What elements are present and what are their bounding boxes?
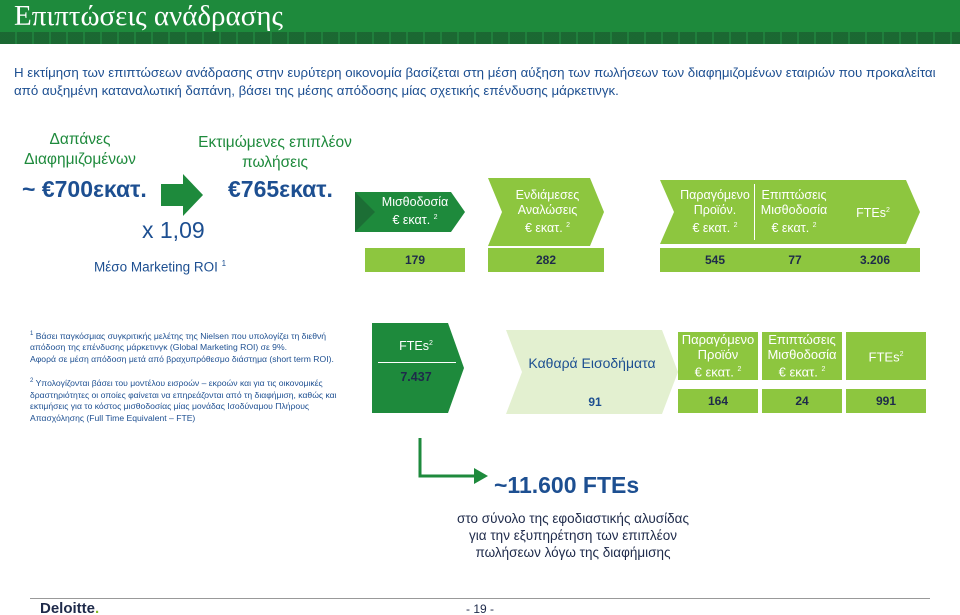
- merge-arrow-icon: [410, 438, 490, 518]
- title-stripe: [0, 32, 960, 44]
- bottom-value-ftes: 991: [846, 389, 926, 413]
- salaries-box: Μισθοδοσία € εκατ. $^2$: [381, 195, 449, 228]
- title-band: [0, 0, 960, 44]
- total-ftes: ~11.600 FTEs: [494, 472, 640, 498]
- bottom-ftes-r-box: FTEs$^2$: [846, 332, 926, 380]
- deloitte-logo: Deloitte.: [40, 600, 100, 615]
- right-arrow-icon: [157, 170, 207, 220]
- top-value-salaries: 179: [365, 248, 465, 272]
- top-ftes-box: FTEs$^2$: [856, 206, 890, 221]
- intermediate-box: Ενδιάμεσες Αναλώσεις € εκατ. $^2$: [515, 187, 580, 236]
- bottom-value-net: 91: [588, 395, 602, 409]
- top-value-intermediate: 282: [488, 248, 604, 272]
- total-ftes-caption: στο σύνολο της εφοδιαστικής αλυσίδας για την εξυπηρέτηση των επιπλέον πωλήσεων λόγω της διαφήμισης: [457, 511, 689, 560]
- top-product-box: Παραγόμενο Προϊόν. € εκατ. $^2$: [680, 187, 750, 236]
- net-income-label: Καθαρά Εισοδήματα: [528, 354, 656, 371]
- bottom-ftes-divider: [378, 362, 456, 363]
- page-title: Επιπτώσεις ανάδρασης: [14, 0, 284, 32]
- bottom-value-impact: 24: [762, 389, 842, 413]
- top-value-impact: 77: [788, 253, 802, 267]
- bottom-product-box: Παραγόμενο Προϊόν € εκατ. $^2$: [678, 332, 758, 380]
- top-value-product: 545: [704, 253, 726, 267]
- additional-sales-label: Εκτιμώμενες επιπλέον πωλήσεις: [198, 134, 352, 171]
- top-impact-box: Επιπτώσεις Μισθοδοσία € εκατ. $^2$: [760, 187, 828, 236]
- footnote-2: $^2$ Υπολογίζονται βάσει του μοντέλου εισροών – εκροών και για τις οικονομικές δραστηριότητες οι οποίες φαίνεται να επηρεάζονται από τη διαφήμιση, καθώς και εκτιμήσεις για το κόστος μισθοδοσίας μίας μονάδας Ισοδύναμου Πλήρους Απασχόλησης (Full Time Equivalent – FTE): [30, 378, 337, 423]
- bottom-ftes-value: 7.437: [400, 369, 432, 384]
- footer-rule: [30, 598, 930, 599]
- footnotes: [30, 329, 360, 435]
- average-roi-label: Μέσο Marketing ROI $^1$: [94, 259, 227, 275]
- top-value-ftes: 3.206: [859, 253, 891, 267]
- bottom-impact-box: Επιπτώσεις Μισθοδοσία € εκατ. $^2$: [762, 332, 842, 380]
- top-divider: [754, 184, 755, 240]
- footnote-1: $^1$ Βάσει παγκόσμιας συγκριτικής μελέτης της Nielsen που υπολογίζει τη διεθνή απόδοση της επένδυσης μάρκετινγκ (Global Marketing ROI) σε 9%. Αφορά σε μέση απόδοση μετά από βραχυπρόθεσμο διάστημα (short term ROI).: [30, 330, 334, 364]
- advertiser-spend-label: Δαπάνες Διαφημιζομένων: [24, 131, 136, 168]
- roi-multiplier: x 1,09: [142, 217, 205, 243]
- intro-text: Η εκτίμηση των επιπτώσεων ανάδρασης στην ευρύτερη οικονομία βασίζεται στη μέση αύξηση των πωλήσεων των διαφημιζομένων εταιριών που προκαλείται από αυξημένη καταναλωτική δαπάνη, βάσει της μέσης απόδοσης μίας σχετικής επένδυσης μάρκετινγκ.: [14, 65, 936, 98]
- page-number: - 19 -: [466, 602, 495, 615]
- additional-sales-value: €765εκατ.: [228, 176, 333, 202]
- bottom-ftes-label: FTEs$^2$: [399, 339, 433, 354]
- advertiser-spend-value: ~ €700εκατ.: [22, 176, 147, 202]
- bottom-value-product: 164: [678, 389, 758, 413]
